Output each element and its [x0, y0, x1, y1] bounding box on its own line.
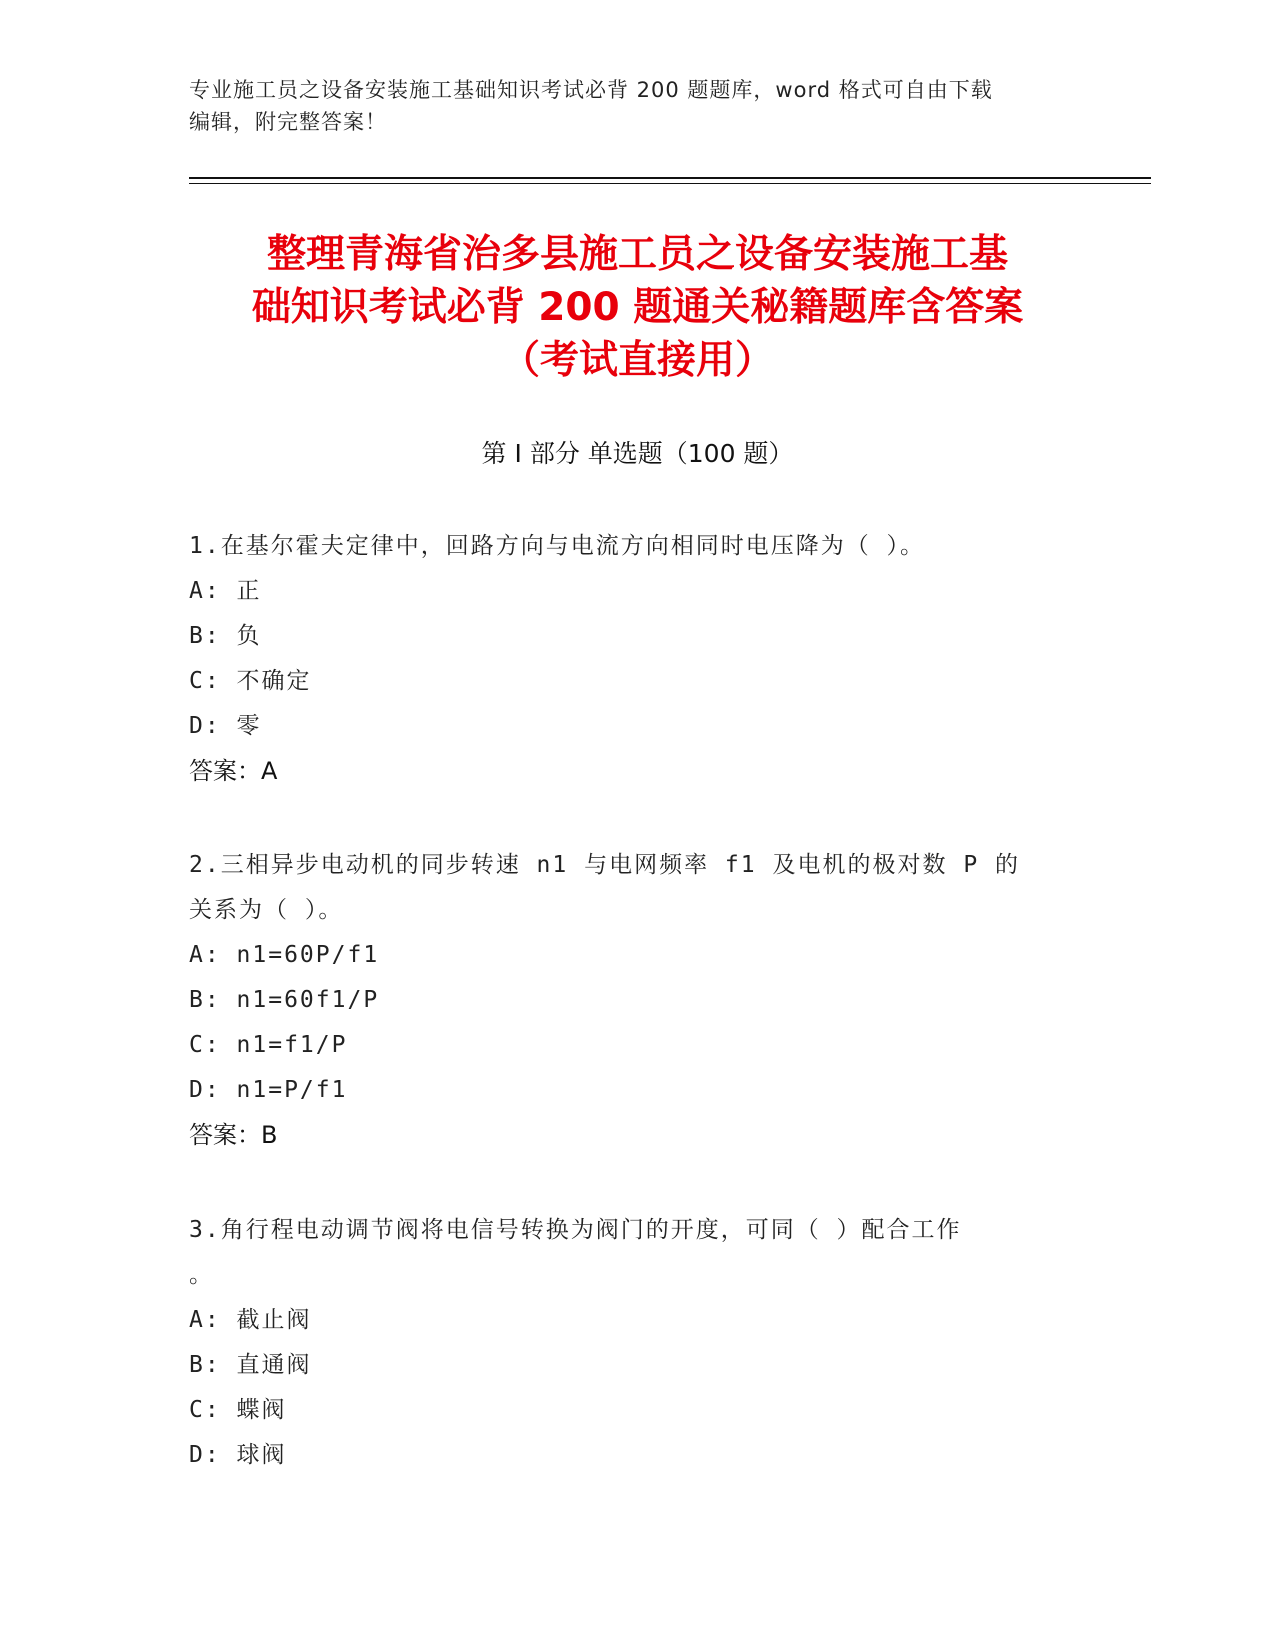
document-title-line-3: （考试直接用）	[500, 338, 774, 383]
option-b: B: n1=60f1/P	[189, 987, 380, 1013]
question-stem-line-1: 2.三相异步电动机的同步转速 n1 与电网频率 f1 及电机的极对数 P 的	[189, 852, 1021, 878]
option-d: D: n1=P/f1	[189, 1077, 348, 1103]
section-heading: 第 I 部分 单选题（100 题）	[481, 439, 794, 468]
option-d: D: 零	[189, 713, 262, 739]
question-stem-line-2: 关系为（ ）。	[189, 897, 344, 923]
option-c: C: 不确定	[189, 668, 312, 694]
answer-label: 答案：B	[189, 1121, 278, 1149]
question-2	[189, 843, 1089, 1158]
option-a: A: n1=60P/f1	[189, 942, 380, 968]
option-b: B: 负	[189, 623, 262, 649]
document-title-line-2: 础知识考试必背 200 题通关秘籍题库含答案	[251, 285, 1024, 330]
option-c: C: 蝶阀	[189, 1397, 287, 1423]
option-d: D: 球阀	[189, 1442, 287, 1468]
question-stem-line-1: 3.角行程电动调节阀将电信号转换为阀门的开度，可同（ ）配合工作	[189, 1217, 962, 1243]
option-a: A: 截止阀	[189, 1307, 312, 1333]
question-1	[189, 524, 1089, 794]
header-note-line-2: 编辑，附完整答案！	[189, 110, 387, 134]
question-stem: 1.在基尔霍夫定律中，回路方向与电流方向相同时电压降为（ ）。	[189, 533, 926, 559]
header-note-line-1: 专业施工员之设备安装施工基础知识考试必背 200 题题库，word 格式可自由下载	[189, 78, 993, 102]
document-title	[160, 228, 1115, 387]
question-3	[189, 1208, 1089, 1478]
document-title-line-1: 整理青海省治多县施工员之设备安装施工基	[266, 232, 1008, 277]
option-c: C: n1=f1/P	[189, 1032, 348, 1058]
header-note	[189, 74, 1089, 138]
option-a: A: 正	[189, 578, 262, 604]
answer-label: 答案：A	[189, 757, 278, 785]
option-b: B: 直通阀	[189, 1352, 312, 1378]
header-divider-thin	[189, 183, 1151, 184]
header-divider-thick	[189, 177, 1151, 179]
question-stem-line-2: 。	[189, 1262, 214, 1288]
